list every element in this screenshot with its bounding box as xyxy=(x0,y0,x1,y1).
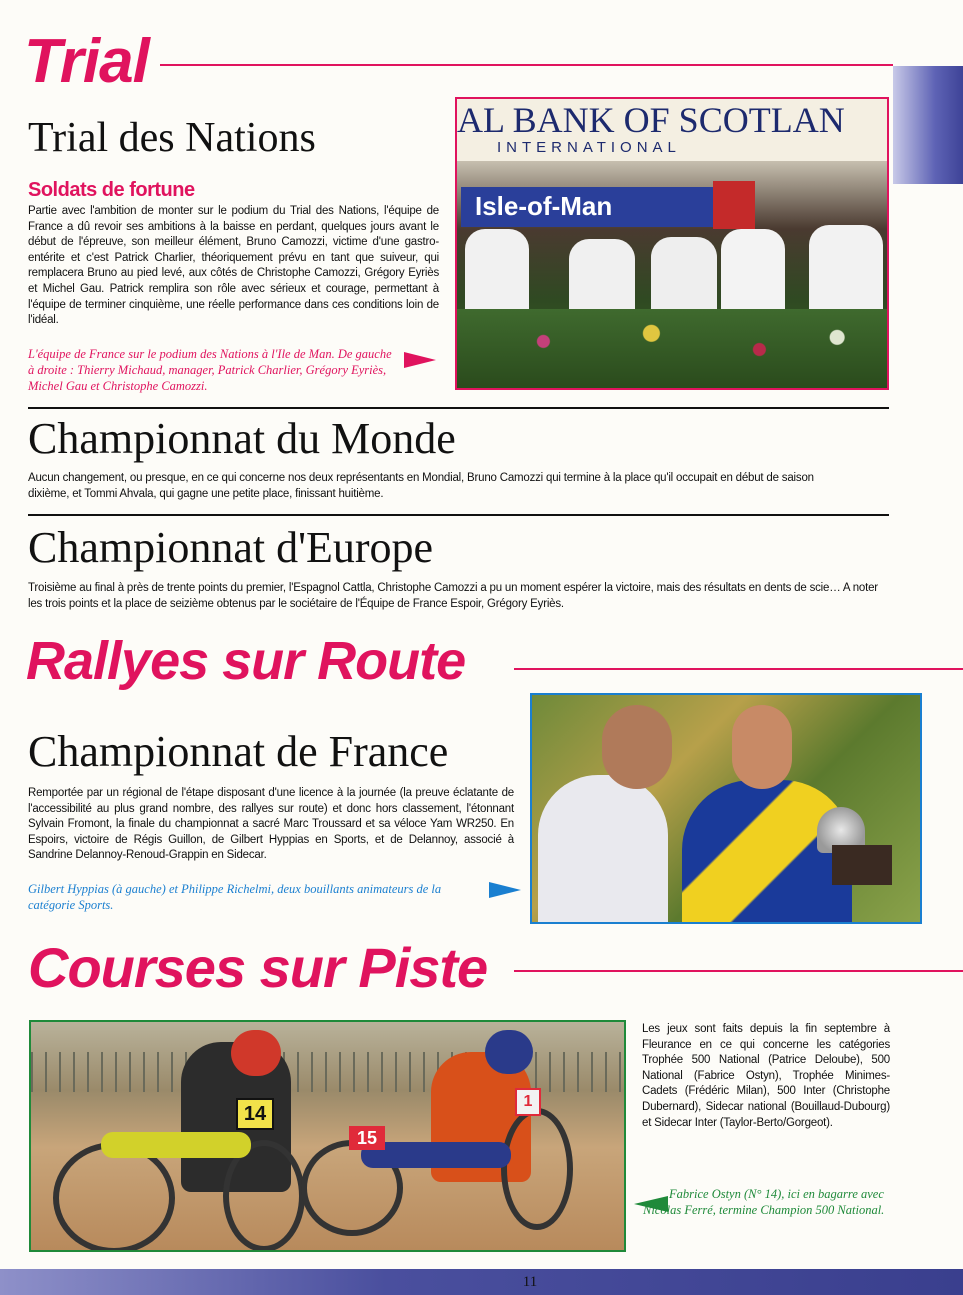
courses-caption: Fabrice Ostyn (N° 14), ici en bagarre avec Nicolas Ferré, termine Champion 500 National. xyxy=(643,1187,885,1217)
photo-banner-subtext: INTERNATIONAL xyxy=(497,139,681,156)
page-number: 11 xyxy=(522,1274,538,1290)
trial-podium-photo xyxy=(455,97,889,390)
person-left-head xyxy=(602,705,672,789)
trial-body: Partie avec l'ambition de monter sur le podium du Trial des Nations, l'équipe de France a dû revoir ses ambitions à la baisse en perdant, quelques jours avant le début de l'épreuve, son meilleur élément, Bruno Camozzi, victime d'une gastro-entérite et c'est Patrick Charlier, théoriquement prévu en tant que suiveur, qui remplacera Bruno au pied levé, aux côtés de Christophe Camozzi, Grégory Eyriès et Michel Gau. Patrick remplira son rôle avec sérieux et courage, permettant à l'équipe de terminer cinquième, une réelle performance dans ces conditions loin de l'idéal. xyxy=(28,205,439,327)
europe-heading: Championnat d'Europe xyxy=(28,523,434,572)
section-title-rallyes: Rallyes sur Route xyxy=(26,631,466,691)
courses-title-rule xyxy=(514,970,963,972)
europe-rule xyxy=(28,514,889,516)
rallyes-title-rule xyxy=(514,668,963,670)
person-left-shirt xyxy=(538,775,668,924)
europe-body: Troisième au final à près de trente points du premier, l'Espagnol Cattla, Christophe Camozzi a pu un moment espérer la victoire, mais des résultats en dents de scie… A noter les trois points et la place de seizième obtenus par le sociétaire de l'Équipe de France Espoir, Grégory Eyriès. xyxy=(28,582,878,610)
bike-right-plate: 1 xyxy=(515,1088,541,1116)
courses-body: Les jeux sont faits depuis la fin septembre à Fleurance en ce qui concerne les catégories Trophée 500 National (Patrice Deloube), 500 National (Fabrice Ostyn), Trophée Minimes-Cadets (Frédéric Milan), 500 Inter (Christophe Dubernard), Sidecar national (Bouillaud-Dubourg) et Sidecar Inter (Taylor-Berto/Gorgeot). xyxy=(642,1023,890,1129)
rallyes-heading: Championnat de France xyxy=(28,727,449,776)
person-silhouette xyxy=(809,225,883,309)
bike-left-tank xyxy=(101,1132,251,1158)
photo-sign-text: Isle-of-Man xyxy=(475,191,613,221)
spectator-fence xyxy=(31,1052,626,1092)
courses-photo xyxy=(29,1020,626,1252)
trial-caption: L'équipe de France sur le podium des Nations à l'Ile de Man. De gauche à droite : Thierry Michaud, manager, Patrick Charlier, Grégory Eyriès, Michel Gau et Christophe Camozzi. xyxy=(28,347,392,393)
trophy-base xyxy=(832,845,892,885)
person-right-head xyxy=(732,705,792,789)
person-silhouette xyxy=(569,239,635,313)
trial-title-rule xyxy=(160,64,893,66)
monde-body: Aucun changement, ou presque, en ce qui concerne nos deux représentants en Mondial, Bruno Camozzi qui termine à la place qu'il occupait en début de saison dixième, et Tommi Ahvala, qui gagne une petite place, finissant huitième. xyxy=(28,472,814,500)
bike-left-wheel xyxy=(53,1142,175,1252)
page-edge-tab xyxy=(893,66,963,184)
bike-right-number: 15 xyxy=(349,1126,385,1150)
monde-rule xyxy=(28,407,889,409)
arrow-right-icon xyxy=(404,352,436,368)
person-silhouette xyxy=(651,237,717,315)
rallyes-body: Remportée par un régional de l'étape disposant d'une licence à la journée (la preuve éclatante de l'accessibilité au plus grand nombre, des rallyes sur route) et donc hors classement, l'étonnant Sylvain Fromont, la finale du championnat a sacré Marc Troussard et sa véloce Yam WR250. En Espoirs, victoire de Régis Guillon, de Gilbert Hyppias en Sports, et de Delannoy, associé à Sandrine Delannoy-Renoud-Grappin en Sidecar. xyxy=(28,787,514,862)
arrow-right-icon xyxy=(489,882,521,898)
photo-banner-text: AL BANK OF SCOTLAN xyxy=(457,100,845,140)
person-silhouette xyxy=(465,229,529,309)
bike-right-front-wheel xyxy=(501,1108,573,1230)
bike-left-number: 14 xyxy=(236,1098,274,1130)
photo-sign-red xyxy=(713,181,755,229)
section-title-courses: Courses sur Piste xyxy=(28,936,488,999)
monde-heading: Championnat du Monde xyxy=(28,414,456,463)
rallyes-photo xyxy=(530,693,922,924)
rider-left-helmet xyxy=(231,1030,281,1076)
section-title-trial: Trial xyxy=(24,27,149,96)
flower-display xyxy=(457,309,889,390)
person-silhouette xyxy=(721,229,785,311)
trial-subheading: Soldats de fortune xyxy=(28,179,195,201)
rallyes-caption: Gilbert Hyppias (à gauche) et Philippe Richelmi, deux bouillants animateurs de la catégorie Sports. xyxy=(28,882,442,912)
trial-heading: Trial des Nations xyxy=(28,115,316,161)
rider-right-helmet xyxy=(485,1030,533,1074)
